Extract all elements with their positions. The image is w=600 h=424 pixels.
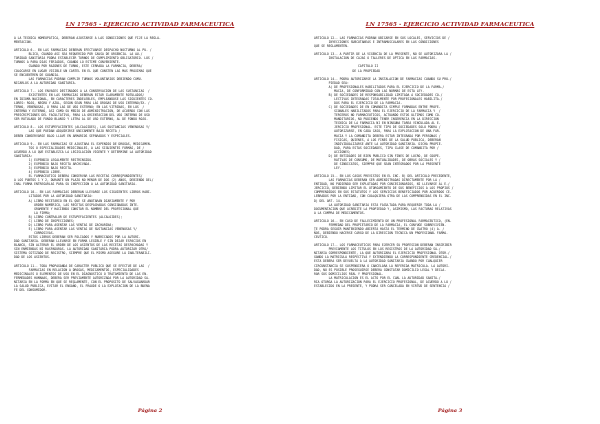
text-line: NITARIA EN LA FORMA EN QUE SE REGLAMENTE, CON EL PROPOSITO DE SALVAGUARDAR	[14, 279, 150, 284]
page-footer: Página 2	[137, 408, 163, 414]
text-line: CIRCUNSTANCIA SE SUSPENDIERA O CANCELARA LA REFERIDA MATRICULA. LA AUTORI-	[314, 263, 450, 268]
text-line: DE SINDICATOS, SIEMPRE QUE SEAN INTEGRADOS POR LA PRESENTE	[314, 161, 441, 166]
text-line: 3) EXPENDIO BAJO RECETA.	[14, 166, 73, 170]
text-line: MANDITARIOS, NO PUDIENDO TENER INGERENCIA EN LA DIRECCION	[314, 117, 439, 122]
text-line: DAD DE LOS ASIENTOS.	[14, 255, 51, 260]
text-line: QUE SE REGLAMENTEN.	[314, 44, 349, 49]
text-line: INTERNO Y EXTERNO, ASI COMO SU MEDIO DE ADMINISTRACION, DE ACUERDO CON LAS	[14, 109, 150, 114]
text-line: SIN ENMIENDAS NI RASPADURAS. LA AUTORIDAD SANITARIA PODRA AUTORIZAR OTRO/	[14, 247, 148, 252]
text-line: EN IDIOMA NACIONAL, EN CARACTERES INDELEBLES, EMPLEANDOSE LAS SIGUIENTES CO-	[14, 96, 154, 101]
text-line: ESTABLECIDO EN LA PRESENTE, Y PODRA SER CANCELADA EN VIRTUD DE SENTENCIA /	[314, 283, 450, 288]
text-line: CORROSIVAS.	[14, 231, 55, 235]
text-line: LA FIRMA;	[14, 210, 51, 215]
text-line: 4) EXPENDIO LIBRE.	[14, 170, 62, 175]
text-line: A LOS PUNTOS 1 Y 2, DURANTE UN PLAZO NO MENOR DE DOS (2) AÑOS, DEBIENDO DEL/	[14, 178, 154, 183]
text-line: ORDEN NUMERICO, LAS RECETAS DESPACHADAS CONSIGNADAS INTE-	[14, 202, 139, 207]
text-line: EL FARMACEUTICO DEBERA CONSERVAR LAS RECETAS CORRESPONDIENTES/	[14, 174, 143, 179]
text-line: IHAL FORMA ENTREGARLAS PARA SU INSPECCION A LA AUTORIDAD SANITARIA.	[14, 182, 137, 187]
text-line: CUANDO POR RAZONES DE TURNO, ESTE CERRADA LA FARMACIA, DEBERA/	[14, 64, 143, 69]
text-line: LITADOS POR LA AUTORIDAD SANITARIA:	[14, 194, 93, 199]
text-line: D) DE ENTIDADES DE BIEN PUBLICO SIN FINES DE LUCRO, DE COOPE-	[314, 153, 441, 158]
text-line: PIEDAD SEA:	[314, 80, 349, 85]
text-line: LECTIVAS INTEGRADAS TOTALMENTE POR PROFESIONALES HABILITA-/	[314, 96, 443, 101]
text-line: ARTICULO 11.- TODA PROPAGANDA DE CARACTER PUBLICO QUE SE EFECTUE DE LAS /	[14, 263, 150, 268]
text-line: LA SALUD PUBLICA, EVITAR EL ENGAÑO, EL FRAUDE O LA EXPLOTACION DE LA BUENA	[14, 283, 150, 288]
text-line: JERCICIO, DEBIENDO LIMITAR EL OTORGAMIENTO DE SUS BENEFICIOS A LOS PROPIOS /	[314, 186, 454, 191]
text-line: CAPITULO II	[314, 64, 379, 69]
text-line: DEBEN CONSERVARSE BAJO LLAVE EN ARMARIOS SEPARADOS Y ESPECIALES.	[14, 133, 132, 138]
text-line: MEDICINALES O ELEMENTOS DE USO EN EL DIAGNOSTICO O TRATAMIENTO DE LAS EN-	[14, 271, 148, 276]
text-line: LEY.	[314, 166, 342, 170]
text-line: A LA COMPRA DE MEDICAMENTOS.	[314, 210, 366, 215]
text-line: ARTICULO 15.- EN LOS CASOS PREVISTOS EN EL INC. B) DEL ARTICULO PRECEDENTE,	[314, 174, 452, 179]
text-line: COLOCARSE EN LUGAR VISIBLE UN CARTEL EN EL QUE CONSTEN LAS MAS PROXIMAS QUE	[14, 68, 152, 73]
text-line: D) LIBRO PARA ASENTAR LAS VENTAS DE ZACHARINA;	[14, 222, 114, 227]
text-line: TERCEROS NO FARMACEUTICOS, ACTUANDO ESTOS ULTIMOS COMO CO-	[314, 113, 441, 118]
text-line: ARTICULO 7.- LOS ENVASES DESTINADOS A LA CONSERVACION DE LAS SUSTANCIAS /	[14, 88, 150, 93]
text-line: FERMEDAD DEL PROPIETARIO DE LA FARMACIA, EL CONYUGE SOBREVIVIEN-	[314, 222, 447, 227]
text-line: SER RUTULADO DE FONDO BLANCO Y LETRA AL DE USO EXTERNO, AL DE FONDO ROJO.	[14, 117, 148, 122]
text-line: LORES: ROJO, NEGRO Y AZUL, SEGUN SEAN PARA LAS DROGAS DE USO INTERNO/EX- /	[14, 101, 150, 105]
text-line: LAS QUE PUEDAN ADQUIRIRSE UNICAMENTE BAJO RECETA /	[14, 129, 121, 134]
text-line: ARTICULO 14.- PODRA AUTORIZARSE LA INSTALACION DE FARMACIAS CUANDO SU PRO-/	[314, 76, 452, 81]
text-line: FE DEL CONSUMIDOR.	[14, 287, 48, 292]
text-line: NITARIA CORRESPONDIENTE, LA QUE AUTORIZARA EL EJERCICIO PROFESIONAL OTOR-/	[314, 251, 450, 256]
text-line: CEUTICO.	[314, 235, 329, 240]
text-line: ESTA DEBERA SER DEVUELTA A LA AUTORIDAD SANITARIA CUANDO POR CUALQUIER	[314, 259, 443, 264]
text-line: SISTEMA COTIZADO DE REGISTRO, SIEMPRE QUE EL MISMO ASEGURE LA INALTERABILI-	[14, 251, 152, 256]
text-line: TURNOS A PARA DIAS FERIADOS, CUANDO LO ESTIME CONVENIENTE.	[14, 60, 121, 65]
text-line: TOS O ESPECIALIDADES MEDICINALES, A LAS SIGUIENTES FORMAS, DE /	[14, 145, 145, 150]
text-line: LEBRADOS POR LA ENTIDAD, CON CUALQUIERA OTRA DE LAS COMPRENDIDAS EN EL INC.	[314, 194, 452, 199]
text-line: ARTICULO 10.- EN LAS FARMACIAS DEBERAN LLEVARSE LOS SIGUIENTES LIBROS HABI-	[14, 190, 152, 195]
text-line: GANDO LA MATRICULA RESPECTIVA Y EXTENDIENDO LA CORRESPONDIENTE CREDENCIAL./	[314, 255, 452, 260]
text-line: RIA OTORGA LA AUTORIZACION PARA EL EJERCICIO PROFESIONAL, DE ACUERDO A LO /	[314, 279, 452, 284]
text-line: SE ENCUENTREN DE GUARDIA.	[14, 72, 60, 77]
text-line: ACUERDO A LO QUE ESTABLEZCA LA LEGISLACION VIGENTE Y DETERMINE LA AUTORIDAD	[14, 149, 152, 154]
text-line: A) LIBRO RECETARIO EN EL QUE SE ANOTARAN DIARIAMENTE Y POR	[14, 198, 136, 203]
text-line: TE PODRA SEGUIR MANTENIENDO ABIERTA HASTA EL TERMINO DE CUATRO (4) A- /	[314, 226, 445, 231]
text-line: DAD SANITARIA. DEBERAN LLEVARSE EN FORMA LEGIBLE Y SIN DEJAR ESPACIOS EN	[14, 239, 147, 244]
text-line: ARTICULO 17.- LOS FARMACEUTICOS PARA EJERCER SU PROFESION DEBERAN INSCRIBIR	[314, 243, 452, 248]
text-line: INDIVIDUALIZARSE ANTE LA AUTORIDAD SANITARIA. DICHA PROPIE-	[314, 141, 443, 146]
text-line: EXISTENTES EN LAS FARMACIAS DEBERAN ESTAR CLARAMENTE ROTULADOS/	[14, 92, 145, 97]
text-line: INYECCIONES SUBCUTANEAS E INTRAMUSCULARES EN LAS CONDICIONES	[314, 40, 439, 45]
text-line: TECNICA DE LA FARMACIA NI EN NINGUNA TAREA VINCULADA AL E-	[314, 121, 441, 126]
text-line: NICARLOS A LA AUTORIDAD SANITARIA.	[14, 80, 77, 85]
text-line: TERNO, VENENOSAS, O PARA LAS DE USO EXTERNO; EN LAS VITRINAS, EN LOS /	[14, 105, 145, 110]
page-footer: Página 3	[437, 408, 463, 414]
text-line: D) DEL ART. 14.	[314, 198, 342, 203]
text-line: ARTICULO 12.- LAS FARMACIAS PODRAN UBICARSE EN SUS LOCALES, SERVICIOS DE /	[314, 36, 450, 40]
text-line: MENTACION.	[14, 40, 33, 45]
text-line: SIONALES HABILITADOS PARA EL EJERCICIO DE LA FARMACIA Y /	[314, 109, 441, 114]
text-line: ÑOS, DEBIENDO HACERSE CARGO DE LA DIRECCION TECNICA UN PROFESIONAL FARMA-	[314, 231, 448, 235]
text-line: ACCIONES;	[314, 149, 351, 154]
text-line: SANITARIA:	[14, 153, 33, 158]
text-line: RATIVAS DE CONSUMO, DE MUTUALIDADES, DE OBRAS SOCIALES Y /	[314, 157, 441, 162]
text-line: DOCUMENTACION QUE ACREDITE LA PROPIEDAD Y, ASIMISMO, LAS FACTURAS RELATIVAS	[314, 206, 452, 211]
text-line: E) LIBRO PARA ASENTAR LAS VENTAS DE SUSTANCIAS VENENOSAS Y/	[14, 226, 137, 231]
page-body	[14, 36, 286, 292]
text-line: COMPRENDIDOS EN SUS ESTATUTOS Y LOS SERVICIOS BENEFICIADOS POR ACUERDOS CE-	[314, 190, 452, 195]
text-line: 1) EXPENDIO LEGALMENTE RESTRINGIDO.	[14, 157, 93, 162]
text-line: C) DE SOCIEDADES DE EN COMANDITA SIMPLE FORMADAS ENTRE PROFE-	[314, 105, 441, 110]
text-line: B) DE SOCIEDADES DE RESPONSABILIDAD LIMITADA A SOCIEDADES CO-/	[314, 92, 443, 97]
page-header: LN 17565 - EJERCICIO ACTIVIDAD FARMACEUTICA	[365, 22, 535, 28]
text-line: MACIA Y LA COMANDITA DEBERA ESTAR INTEGRADA POR PERSONAS /	[314, 133, 441, 138]
text-line: FARMACIAS EN RELACION A DROGAS, MEDICAMENTOS, ESPECIALIDADES	[14, 267, 139, 272]
text-line: LA AUTORIDAD SANITARIA ESTA FACULTADA PARA REQUERIR TODA LA /	[314, 202, 441, 207]
text-line: INSTALACION DE CAJAS O TALLERES DE OPTICA EN LAS FARMACIAS.	[314, 56, 437, 61]
text-line: ARTICULO 6.- EN LAS FARMACIAS DEBERAN EFECTUARSE DESPACHO NOCTURNO AL PU- /	[14, 48, 152, 53]
text-line: C) LIBRO DE INSPECCIONES;	[14, 218, 75, 223]
text-line: AUTORIZARSE, EN CADA CASO, PARA LA EXPLOTACION DE UNA FAR-	[314, 129, 441, 134]
text-line: GRAMENTE Y HACIENDO CONSTAR EL NOMBRE DEL PROFESIONAL QUE	[14, 206, 139, 211]
page-body	[314, 36, 586, 288]
right-page	[300, 0, 600, 424]
text-line: ARTICULO 16.- EN CASO DE FALLECIMIENTO DE UN PROFESIONAL FARMACEUTICO, (EN-	[314, 218, 452, 223]
text-line: BLICO, CUANDO ASI SEA REQUERIDO POR CAUSA DE URGENCIA. LA AU-/	[14, 52, 143, 57]
text-line: 2) EXPENDIO BAJO RECETA ARCHIVADA.	[14, 161, 92, 166]
text-line: ESTOS LIBROS DEBERAN SER FOLIADOS Y RUBRICADOS POR LA AUTORI-	[14, 235, 141, 240]
text-line: ARTICULO 9.- EN LAS FARMACIAS SE AJUSTARA EL EXPENDIO DE DROGAS, MEDICAMEN-	[14, 141, 152, 146]
text-line: BLANCO, SIN ALTERAR EL ORDEN DE LOS ASIENTOS DE LAS RECETAS DESPACHADAS Y	[14, 243, 148, 248]
text-line: DAD, PARA ESTAS SOCIEDADES, TIPA CLASE DE COMANDITA POR /	[314, 145, 439, 150]
text-line: B) LIBRO CONTRALOR DE ESTUPEFACIENTES (ALCALOIDES);	[14, 214, 123, 219]
text-line: JERCICIO PROFESIONAL. ESTE TIPO DE SOCIEDADES SOLO PODRA /	[314, 125, 441, 130]
text-line: TORIDAD SANITARIA PODRA ESTABLECER TURNOS DE CUMPLIMIENTO OBLIGATORIO. LOS /	[14, 56, 154, 61]
text-line: LAS FARMACIAS DEBERAN SER ADMINISTRADAS DIRECTAMENTE POR LA /	[314, 178, 441, 183]
text-line: DE LA PROPIEDAD	[314, 68, 381, 73]
text-line: DOS PARA EL EJERCICIO DE LA FARMACIA.	[314, 101, 403, 105]
text-line: DAD, NO ES POSIBLE PROSEGUIRSE DEBERA CONSTATAR DOMICILIO LEGAL Y DECLA-	[314, 267, 447, 272]
text-line: ENTIDAD, NO PUDIENDO SER EXPLOTADAS POR CONCESIONARIOS, NI LLEVARSE AL E-/	[314, 182, 450, 187]
text-line: ARTICULO 13.- A PARTIR DE LA VIGENCIA DE LA PRESENTE, NO SE AUTORIZARA LA /	[314, 52, 452, 57]
text-line: LAS FARMACIAS PODRAN CUMPLIR TURNOS VOLUNTARIOS DEBIENDO COMU-	[14, 76, 143, 81]
text-line: A) DE PROFESIONALES HABILITADOS PARA EL EJERCICIO DE LA FARMA-/	[314, 84, 445, 89]
text-line: PRESCRIPCIONES DEL FACULTATIVO, PARA LA ORIENTACION DEL USO INTERNO DE USO	[14, 113, 150, 118]
text-line: LA MATRICULACION ES EL ACTO POR EL CUAL LA AUTORIDAD SANITA-/	[314, 275, 441, 280]
page-header: LN 17565 - EJERCICIO ACTIVIDAD FARMACEUTICA	[65, 22, 235, 28]
text-line: ARTICULO 8.- LOS ESTUPEFACIENTES (ALCALOIDES), LAS SUSTANCIAS VENENOSAS Y/	[14, 125, 150, 130]
text-line: A LA TECNICA HOMEOPATICA, DEBERAN AJUSTARSE A LAS CONDICIONES QUE FIJE LA REGLA-	[14, 36, 161, 40]
text-line: RAR SUS DOMICILIOS REAL Y PROFESIONAL.	[314, 271, 384, 276]
text-line: MACIA, DE CONFORMIDAD CON LAS NORMAS DE ESTA LEY.	[314, 88, 425, 93]
text-line: FERMEDADES HUMANAS, DEBERA SER PREVIAMENTE AUTORIZADA POR LA AUTORIDAD SA-	[14, 275, 150, 280]
text-line: PREVIAMENTE LOS TITULOS EN LOS REGISTROS DE LA AUTORIDAD SA-/	[314, 247, 441, 252]
text-line: FISICAS, QUIENES, A LOS FINES DE LA SALUD PUBLICA, DEBERAN	[314, 137, 441, 142]
